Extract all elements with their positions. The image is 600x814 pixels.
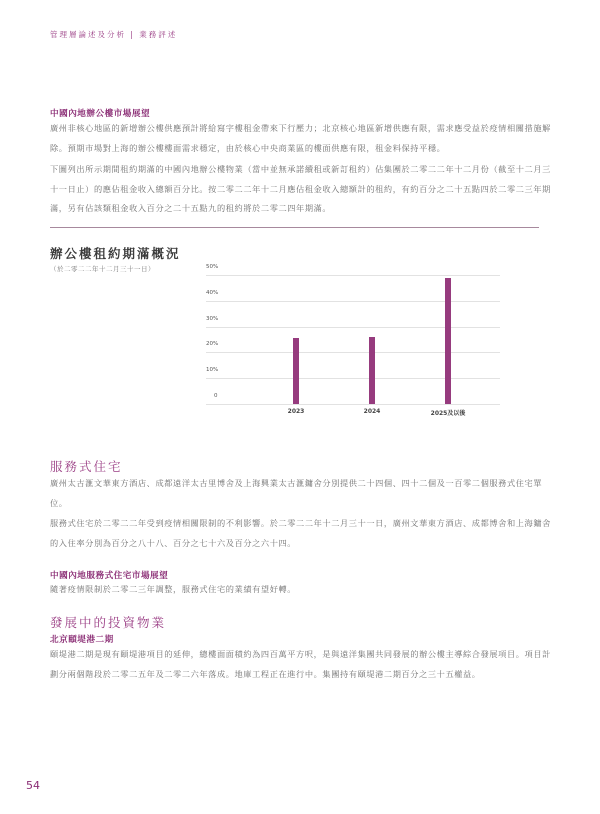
chart-gridline — [206, 352, 500, 353]
y-axis-tick-label: 50% — [206, 264, 219, 270]
chart-gridline — [206, 378, 500, 379]
chart-bar — [369, 337, 375, 404]
development-paragraph: 頤堤港二期是現有頤堤港項目的延伸，總樓面面積約為四百萬平方呎，是與遠洋集團共同發展的辦公樓主導綜合發展項目。項目計劃分兩個階段於二零二五年及二零二六年落成。地庫工程正在進行中。集團持有頤堤港二期百分之三十五權益。 — [50, 649, 551, 679]
lease-expiry-bar-chart — [200, 262, 500, 422]
chart-subtitle: （於二零二二年十二月三十一日） — [50, 265, 155, 273]
chart-bar — [293, 338, 299, 404]
development-subheading: 北京頤堤港二期 — [50, 635, 114, 645]
chart-gridline — [206, 301, 500, 302]
page-header-breadcrumb: 管理層論述及分析 | 業務評述 — [50, 30, 178, 39]
development-title: 發展中的投資物業 — [50, 615, 167, 630]
section-divider — [50, 227, 539, 228]
office-outlook-subheading: 中國內地辦公樓市場展望 — [50, 109, 151, 119]
chart-title: 辦公樓租約期滿概況 — [50, 246, 181, 261]
y-axis-tick-label: 30% — [206, 315, 219, 322]
x-axis-category-label: 2023 — [287, 408, 305, 415]
y-axis-tick-label: 40% — [206, 289, 219, 296]
office-outlook-paragraph-2: 下圖列出所示期間租約期滿的中國內地辦公樓物業（當中並無承諾續租或新訂租約）佔集團於二零二二年十二月份（截至十二月三十一日止）的應佔租金收入總額百分比。按二零二二年十二月應佔租金收入總額計的租約，有約百分之二十五點四於二零二三年期滿，另有佔該類租金收入百分之二十五點九的租約將於二零二四年期滿。 — [50, 164, 551, 213]
office-outlook-paragraph-1: 廣州非核心地區的新增辦公樓供應預計將給寫字樓租金帶來下行壓力；北京核心地區新增供應有限，需求應受益於疫情相關措施解除。預期市場對上海的辦公樓樓面需求穩定，由於核心中央商業區的樓面供應有限，租金料保持平穩。 — [50, 123, 551, 153]
y-axis-tick-label: 20% — [206, 341, 219, 348]
y-axis-tick-label: 10% — [206, 367, 219, 374]
chart-bar — [445, 278, 451, 404]
chart-gridline — [206, 404, 500, 405]
x-axis-category-label: 2024 — [363, 408, 381, 415]
chart-gridline — [206, 275, 500, 276]
page-number: 54 — [26, 779, 40, 792]
serviced-outlook-subheading: 中國內地服務式住宅市場展望 — [50, 571, 169, 581]
x-axis-category-label: 2025及以後 — [430, 410, 466, 417]
y-axis-tick-label: 0 — [214, 393, 218, 399]
chart-gridline — [206, 327, 500, 328]
serviced-outlook-paragraph: 隨著疫情限制於二零二三年調整，服務式住宅的業績有望好轉。 — [50, 584, 297, 594]
serviced-apartments-paragraph-2: 服務式住宅於二零二二年受到疫情相關限制的不利影響。於二零二二年十二月三十一日，廣州文華東方酒店、成都博舍和上海鏞舍的入住率分別為百分之八十八、百分之七十六及百分之六十四。 — [50, 518, 551, 548]
serviced-apartments-paragraph-1: 廣州太古滙文華東方酒店、成都遠洋太古里博舍及上海興業太古滙鏞舍分別提供二十四個、四十二個及一百零二個服務式住宅單位。 — [50, 478, 543, 508]
serviced-apartments-title: 服務式住宅 — [50, 459, 123, 474]
